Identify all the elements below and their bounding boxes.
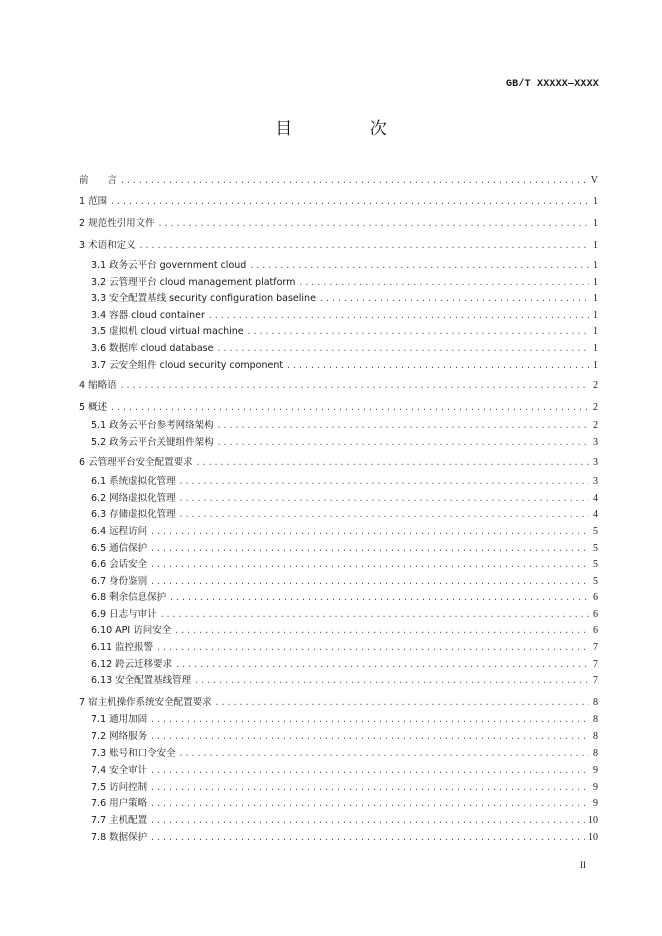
toc-entry-label: 7.7 主机配置 [91, 815, 148, 826]
toc-leader-dots [179, 748, 589, 762]
toc-entry-label: 3.2 云管理平台 cloud management platform [91, 277, 296, 288]
toc-entry[interactable] [79, 401, 598, 415]
toc-entry-page: 10 [588, 832, 598, 843]
toc-entry-label: 6.1 系统虚拟化管理 [91, 476, 176, 487]
toc-entry[interactable] [79, 195, 598, 209]
toc-leader-dots [150, 765, 589, 779]
toc-entry-label: 6 云管理平台安全配置要求 [79, 457, 193, 468]
toc-entry-page: 5 [593, 576, 598, 587]
toc-entry-page: 4 [593, 493, 598, 504]
toc-entry-label: 7.4 安全审计 [91, 765, 148, 776]
toc-entry-page: 8 [593, 731, 598, 742]
toc-entry-label: 2 规范性引用文件 [79, 218, 155, 229]
toc-entry[interactable] [79, 456, 598, 470]
toc-leader-dots [179, 509, 589, 523]
toc-entry-page: 5 [593, 559, 598, 570]
toc-entry-label: 6.9 日志与审计 [91, 609, 157, 620]
toc-entry-label: 5 概述 [79, 402, 108, 413]
toc-entry[interactable] [79, 239, 598, 253]
toc-leader-dots [286, 360, 589, 374]
toc-leader-dots [156, 642, 589, 656]
toc-entry-page: 1 [593, 326, 598, 337]
toc-entry[interactable] [79, 259, 598, 273]
toc-entry-label: 3.1 政务云平台 government cloud [91, 260, 247, 271]
toc-entry-page: 7 [593, 675, 598, 686]
toc-entry[interactable] [79, 575, 598, 589]
toc-entry-page: 1 [593, 218, 598, 229]
toc-entry-page: 9 [593, 798, 598, 809]
toc-entry-page: 1 [593, 277, 598, 288]
toc-entry-page: 3 [593, 437, 598, 448]
toc-leader-dots [217, 437, 589, 451]
toc-leader-dots [150, 576, 589, 590]
toc-entry[interactable] [79, 713, 598, 727]
toc-entry[interactable] [79, 814, 598, 828]
toc-entry-page: 2 [593, 420, 598, 431]
toc-entry[interactable] [79, 508, 598, 522]
toc-entry[interactable] [79, 379, 598, 393]
toc-entry[interactable] [79, 831, 598, 845]
toc-entry-label: 6.10 API 访问安全 [91, 625, 172, 636]
toc-entry-label: 5.2 政务云平台关键组件架构 [91, 437, 214, 448]
toc-entry-label: 4 缩略语 [79, 380, 117, 391]
toc-entry-page: 1 [593, 196, 598, 207]
toc-entry[interactable] [79, 674, 598, 688]
toc-entry-label: 7.2 网络服务 [91, 731, 148, 742]
toc-entry-page: 9 [593, 765, 598, 776]
toc-leader-dots [120, 175, 588, 189]
toc-entry-label: 3.7 云安全组件 cloud security component [91, 360, 284, 371]
toc-leader-dots [110, 402, 589, 416]
toc-entry-page: 1 [593, 293, 598, 304]
toc-leader-dots [175, 659, 589, 673]
toc-entry[interactable] [79, 419, 598, 433]
toc-entry-page: 6 [593, 609, 598, 620]
toc-entry-label: 1 范围 [79, 196, 108, 207]
toc-entry-label: 7.8 数据保护 [91, 832, 148, 843]
toc-leader-dots [208, 310, 589, 324]
toc-entry-label: 3.6 数据库 cloud database [91, 343, 214, 354]
toc-leader-dots [179, 476, 589, 490]
toc-entry[interactable] [79, 542, 598, 556]
toc-entry-label: 6.12 跨云迁移要求 [91, 659, 173, 670]
toc-entry-page: 7 [593, 659, 598, 670]
toc-entry-page: 1 [593, 260, 598, 271]
toc-entry-page: 3 [593, 457, 598, 468]
toc-entry[interactable] [79, 624, 598, 638]
toc-entry-page: 2 [593, 402, 598, 413]
toc-entry-label: 6.2 网络虚拟化管理 [91, 493, 176, 504]
toc-entry[interactable] [79, 492, 598, 506]
toc-entry[interactable] [79, 696, 598, 710]
toc-entry-page: 10 [588, 815, 598, 826]
toc-entry[interactable] [79, 525, 598, 539]
toc-leader-dots [150, 543, 589, 557]
toc-entry-label: 3 术语和定义 [79, 240, 136, 251]
toc-entry-label: 5.1 政务云平台参考网络架构 [91, 420, 214, 431]
toc-entry-label: 3.5 虚拟机 cloud virtual machine [91, 326, 244, 337]
toc-leader-dots [150, 526, 589, 540]
toc-entry-label: 7.1 通用加固 [91, 714, 148, 725]
toc-entry-page: 1 [593, 360, 598, 371]
toc-leader-dots [150, 815, 585, 829]
toc-leader-dots [150, 782, 589, 796]
toc-leader-dots [110, 196, 589, 210]
toc-leader-dots [150, 731, 589, 745]
toc-leader-dots [298, 277, 589, 291]
toc-entry-label: 6.8 剩余信息保护 [91, 592, 167, 603]
toc-entry[interactable] [79, 475, 598, 489]
toc-leader-dots [160, 609, 589, 623]
toc-entry[interactable] [79, 781, 598, 795]
toc-entry[interactable] [79, 359, 598, 373]
toc-leader-dots [150, 714, 589, 728]
toc-entry-page: 7 [593, 642, 598, 653]
page-title: 目 次 [275, 119, 423, 139]
toc-leader-dots [216, 343, 589, 357]
toc-entry-page: 6 [593, 592, 598, 603]
toc-entry-page: 9 [593, 782, 598, 793]
toc-entry[interactable] [79, 747, 598, 761]
toc-entry-page: 6 [593, 625, 598, 636]
toc-entry-page: 5 [593, 543, 598, 554]
toc-entry-label: 7.5 访问控制 [91, 782, 148, 793]
toc-leader-dots [194, 675, 589, 689]
toc-leader-dots [196, 457, 589, 471]
toc-entry-page: 4 [593, 509, 598, 520]
page-number: II [580, 860, 586, 870]
toc-entry-page: 1 [593, 343, 598, 354]
toc-leader-dots [150, 798, 589, 812]
toc-entry[interactable] [79, 309, 598, 323]
toc-entry-page: 8 [593, 748, 598, 759]
toc-entry-label: 6.7 身份鉴别 [91, 576, 148, 587]
toc-entry[interactable] [79, 608, 598, 622]
toc-entry[interactable] [79, 730, 598, 744]
toc-leader-dots [319, 293, 589, 307]
toc-entry-page: 8 [593, 697, 598, 708]
toc-leader-dots [179, 493, 589, 507]
toc-entry[interactable] [79, 436, 598, 450]
toc-leader-dots [247, 326, 589, 340]
toc-entry-label: 7.6 用户策略 [91, 798, 148, 809]
toc-entry[interactable] [79, 174, 598, 188]
toc-leader-dots [174, 625, 589, 639]
toc-entry[interactable] [79, 641, 598, 655]
toc-entry[interactable] [79, 658, 598, 672]
toc-entry[interactable] [79, 558, 598, 572]
toc-entry-label: 6.3 存储虚拟化管理 [91, 509, 176, 520]
toc-entry-page: 1 [593, 240, 598, 251]
toc-entry-page: 3 [593, 476, 598, 487]
toc-entry-label: 前 言 [79, 175, 118, 186]
document-code: GB/T XXXXX—XXXX [505, 79, 599, 90]
toc-entry-label: 3.4 容器 cloud container [91, 310, 205, 321]
toc-leader-dots [158, 218, 589, 232]
toc-entry-label: 7 宿主机操作系统安全配置要求 [79, 697, 212, 708]
toc-entry-label: 3.3 安全配置基线 security configuration baseline [91, 293, 316, 304]
toc-entry-page: 2 [593, 380, 598, 391]
toc-leader-dots [217, 420, 589, 434]
toc-entry-label: 6.5 通信保护 [91, 543, 148, 554]
toc-entry[interactable] [79, 292, 598, 306]
toc-leader-dots [120, 380, 589, 394]
toc-entry-label: 6.11 监控报警 [91, 642, 154, 653]
toc-entry-page: 5 [593, 526, 598, 537]
toc-entry-page: 1 [593, 310, 598, 321]
toc-entry-label: 6.6 会话安全 [91, 559, 148, 570]
toc-leader-dots [249, 260, 589, 274]
toc-leader-dots [169, 592, 589, 606]
toc-entry[interactable] [79, 217, 598, 231]
toc-leader-dots [139, 240, 589, 254]
toc-entry[interactable] [79, 591, 598, 605]
toc-leader-dots [215, 697, 589, 711]
toc-leader-dots [150, 832, 585, 846]
toc-entry[interactable] [79, 325, 598, 339]
toc-entry-page: 8 [593, 714, 598, 725]
toc-entry[interactable] [79, 342, 598, 356]
toc-entry[interactable] [79, 797, 598, 811]
toc-entry-page: V [590, 175, 598, 186]
toc-leader-dots [150, 559, 589, 573]
toc-entry[interactable] [79, 764, 598, 778]
toc-entry[interactable] [79, 276, 598, 290]
toc-entry-label: 7.3 账号和口令安全 [91, 748, 176, 759]
toc-entry-label: 6.13 安全配置基线管理 [91, 675, 192, 686]
toc-entry-label: 6.4 远程访问 [91, 526, 148, 537]
